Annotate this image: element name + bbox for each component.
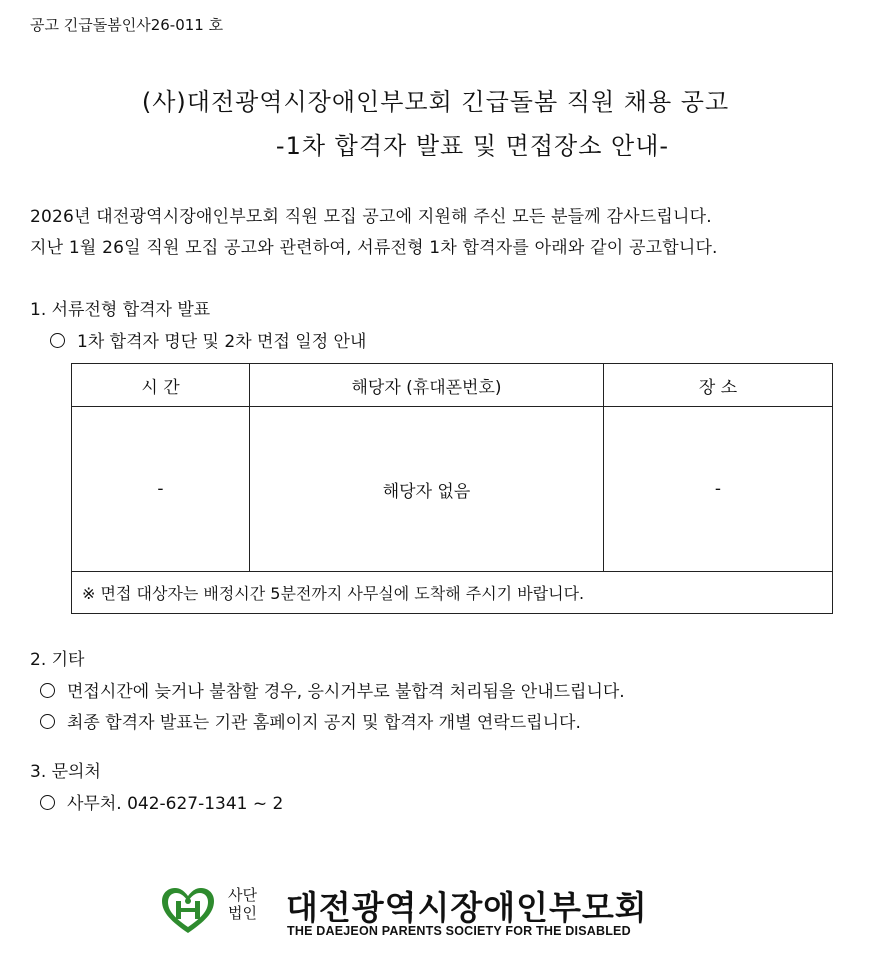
section-1-subitem xyxy=(50,327,366,352)
page-subtitle: -1차 합격자 발표 및 면접장소 안내- xyxy=(275,132,670,160)
page-title: (사)대전광역시장애인부모회 긴급돌봄 직원 채용 공고 xyxy=(141,88,730,116)
org-type-label xyxy=(228,886,257,922)
intro-line-2: 지난 1월 26일 직원 모집 공고와 관련하여, 서류전형 1차 합격자를 아래와 같이 공고합니다. xyxy=(30,238,718,258)
section-1-subitem-text: 1차 합격자 명단 및 2차 면접 일정 안내 xyxy=(77,332,367,352)
section-2-item xyxy=(40,677,625,702)
section-1-heading: 1. 서류전형 합격자 발표 xyxy=(30,300,211,320)
section-3-heading: 3. 문의처 xyxy=(30,762,101,782)
cell-place: - xyxy=(604,407,833,572)
organization-name-english: THE DAEJEON PARENTS SOCIETY FOR THE DISABLED xyxy=(287,924,631,938)
circle-bullet-icon xyxy=(50,333,65,348)
intro-line-1: 2026년 대전광역시장애인부모회 직원 모집 공고에 지원해 주신 모든 분들께 감사드립니다. xyxy=(30,207,712,227)
document-number: 공고 긴급돌봄인사26-011 호 xyxy=(30,16,224,34)
organization-logo xyxy=(160,884,720,944)
column-header-time: 시 간 xyxy=(72,364,250,407)
column-header-applicant: 해당자 (휴대폰번호) xyxy=(250,364,604,407)
table-note: ※ 면접 대상자는 배정시간 5분전까지 사무실에 도착해 주시기 바랍니다. xyxy=(72,572,833,614)
table-row xyxy=(72,407,833,572)
contact-text: 사무처. 042-627-1341 ~ 2 xyxy=(67,794,284,814)
column-header-place: 장 소 xyxy=(604,364,833,407)
section-2-item-text: 최종 합격자 발표는 기관 홈페이지 공지 및 합격자 개별 연락드립니다. xyxy=(67,713,581,733)
contact-item xyxy=(40,789,283,814)
circle-bullet-icon xyxy=(40,714,55,729)
schedule-table xyxy=(71,363,833,614)
table-note-row xyxy=(72,572,833,614)
circle-bullet-icon xyxy=(40,795,55,810)
org-type-line-1: 사단 xyxy=(228,886,257,904)
section-2-heading: 2. 기타 xyxy=(30,650,85,670)
circle-bullet-icon xyxy=(40,683,55,698)
heart-logo-icon xyxy=(160,886,216,936)
organization-name: 대전광역시장애인부모회 xyxy=(286,888,648,927)
table-header-row xyxy=(72,364,833,407)
section-2-item-text: 면접시간에 늦거나 불참할 경우, 응시거부로 불합격 처리됨을 안내드립니다. xyxy=(67,682,625,702)
section-2-item xyxy=(40,708,581,733)
org-type-line-2: 법인 xyxy=(228,904,257,922)
cell-time: - xyxy=(72,407,250,572)
cell-applicant: 해당자 없음 xyxy=(250,407,604,572)
